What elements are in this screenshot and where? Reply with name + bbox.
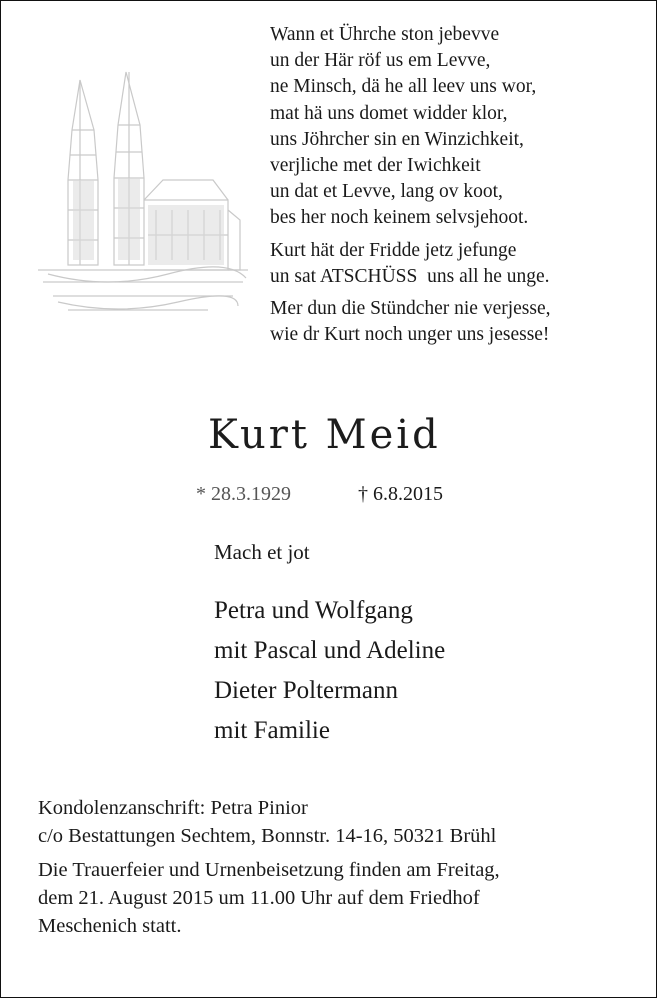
mourners-list	[214, 591, 445, 751]
cathedral-illustration	[28, 60, 253, 335]
poem-line: bes her noch keinem selvsjehoot.	[270, 207, 529, 229]
mourner-line: mit Pascal und Adeline	[214, 637, 446, 664]
info-block	[38, 794, 638, 940]
poem-line: wie dr Kurt noch unger uns jesesse!	[270, 324, 550, 346]
poem	[270, 22, 650, 354]
poem-stanza-2	[270, 238, 650, 290]
poem-stanza-1	[270, 22, 650, 232]
poem-line: Wann et Ührche ston jebevve	[270, 24, 500, 45]
poem-line: ne Minsch, dä he all leev uns wor,	[270, 76, 537, 98]
poem-line: un der Här röf us em Levve,	[270, 50, 491, 72]
poem-line: un dat et Levve, lang ov koot,	[270, 181, 503, 203]
poem-line: Mer dun die Stündcher nie verjesse,	[270, 298, 551, 320]
death-date: † 6.8.2015	[358, 483, 443, 505]
deceased-name: Kurt Meid	[208, 412, 441, 458]
poem-line: uns Jöhrcher sin en Winzichkeit,	[270, 128, 524, 150]
poem-stanza-3	[270, 296, 650, 348]
motto: Mach et jot	[214, 540, 310, 564]
poem-line: mat hä uns domet widder klor,	[270, 102, 508, 124]
mourner-line: Petra und Wolfgang	[214, 597, 413, 624]
birth-date: * 28.3.1929	[196, 483, 291, 505]
poem-line: verjliche met der Iwichkeit	[270, 155, 481, 177]
poem-line: Kurt hät der Fridde jetz jefunge	[270, 239, 517, 261]
ceremony-line: Meschenich statt.	[38, 915, 182, 937]
condolence-line: Kondolenzanschrift: Petra Pinior	[38, 797, 308, 819]
condolence-line: c/o Bestattungen Sechtem, Bonnstr. 14-16, 50321 Brühl	[38, 825, 497, 847]
mourner-line: Dieter Poltermann	[214, 677, 398, 704]
mourner-line: mit Familie	[214, 717, 330, 744]
ceremony-line: dem 21. August 2015 um 11.00 Uhr auf dem Friedhof	[38, 887, 480, 909]
poem-line: un sat ATSCHÜSS uns all he unge.	[270, 265, 550, 287]
ceremony-line: Die Trauerfeier und Urnenbeisetzung finden am Freitag,	[38, 859, 500, 881]
